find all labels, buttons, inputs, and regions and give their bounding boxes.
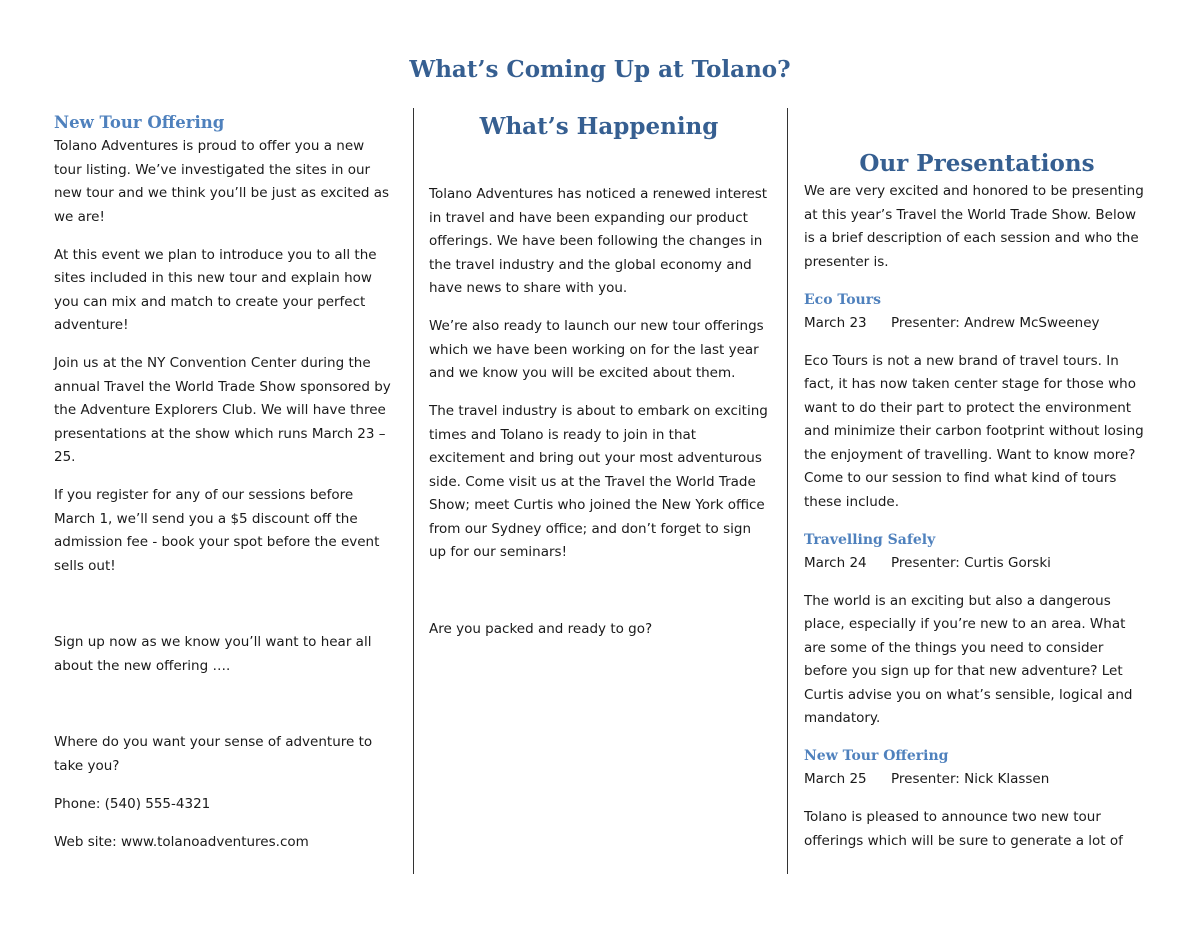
session-presenter: Presenter: Nick Klassen [891,771,1050,787]
column-divider-right [787,108,788,874]
session-title: Eco Tours [804,291,881,308]
session-travelling-safely [804,529,1150,731]
session-description: Eco Tours is not a new brand of travel tours. In fact, it has now taken center stage for those who want to do their part to protect the environment and minimize their carbon footprint without losing the enjoyment of travelling. Want to know more? Come to our session to find what kind of tours these include. [804,352,1144,510]
page-title: What’s Coming Up at Tolano? [409,56,791,83]
middle-paragraph-1: Tolano Adventures has noticed a renewed interest in travel and have been expanding our product offerings. We have been following the changes in the travel industry and the global economy and have news to share with you. [429,186,768,296]
session-eco-tours [804,289,1150,515]
session-meta [804,312,1150,336]
left-column [54,111,394,869]
session-date: March 25 [804,771,867,787]
phone-number: Phone: (540) 555-4321 [54,795,211,812]
session-meta [804,552,1150,576]
left-paragraph-3: Join us at the NY Convention Center during the annual Travel the World Trade Show sponsored by the Adventure Explorers Club. We will have three presentations at the show which runs March 23 – 25. [54,355,391,465]
presentations-heading: Our Presentations [859,150,1095,177]
session-presenter: Presenter: Curtis Gorski [891,554,1051,571]
left-paragraph-2: At this event we plan to introduce you to all the sites included in this new tour and explain how you can mix and match to create your perfect adventure! [54,246,377,333]
presentations-intro: We are very excited and honored to be presenting at this year’s Travel the World Trade Show. Below is a brief description of each session and who the presenter is. [804,183,1144,270]
right-column [804,148,1150,868]
new-tour-heading: New Tour Offering [54,113,225,132]
middle-paragraph-4: Are you packed and ready to go? [429,620,653,637]
left-paragraph-4: If you register for any of our sessions before March 1, we’ll send you a $5 discount off the admission fee - book your spot before the event sells out! [54,487,380,574]
middle-paragraph-3: The travel industry is about to embark on exciting times and Tolano is ready to join in that excitement and bring out your most adventurous side. Come visit us at the Travel the World Trade Show; meet Curtis who joined the New York office from our Sydney office; and don’t forget to sign up for our seminars! [429,403,768,560]
middle-paragraph-2: We’re also ready to launch our new tour offerings which we have been working on for the last year and we know you will be excited about them. [429,318,764,381]
left-paragraph-1: Tolano Adventures is proud to offer you a new tour listing. We’ve investigated the sites in our new tour and we think you’ll be just as excited as we are! [54,138,390,225]
session-description: The world is an exciting but also a dangerous place, especially if you’re new to an area. What are some of the things you need to consider before you sign up for that new adventure? Let Curtis advise you on what’s sensible, logical and mandatory. [804,592,1133,726]
session-date: March 23 [804,314,867,331]
session-presenter: Presenter: Andrew McSweeney [891,314,1100,331]
session-new-tour-offering [804,745,1150,853]
session-date: March 24 [804,554,867,571]
session-title: Travelling Safely [804,531,936,548]
session-description: Tolano is pleased to announce two new tour offerings which will be sure to generate a lot of [804,809,1123,849]
website: Web site: www.tolanoadventures.com [54,833,309,850]
whats-happening-heading: What’s Happening [479,113,719,140]
left-paragraph-6: Where do you want your sense of adventure to take you? [54,734,373,774]
column-divider-left [413,108,414,874]
middle-column [429,111,769,656]
session-title: New Tour Offering [804,748,949,764]
left-paragraph-5: Sign up now as we know you’ll want to hear all about the new offering …. [54,634,372,674]
session-meta [804,768,1150,792]
